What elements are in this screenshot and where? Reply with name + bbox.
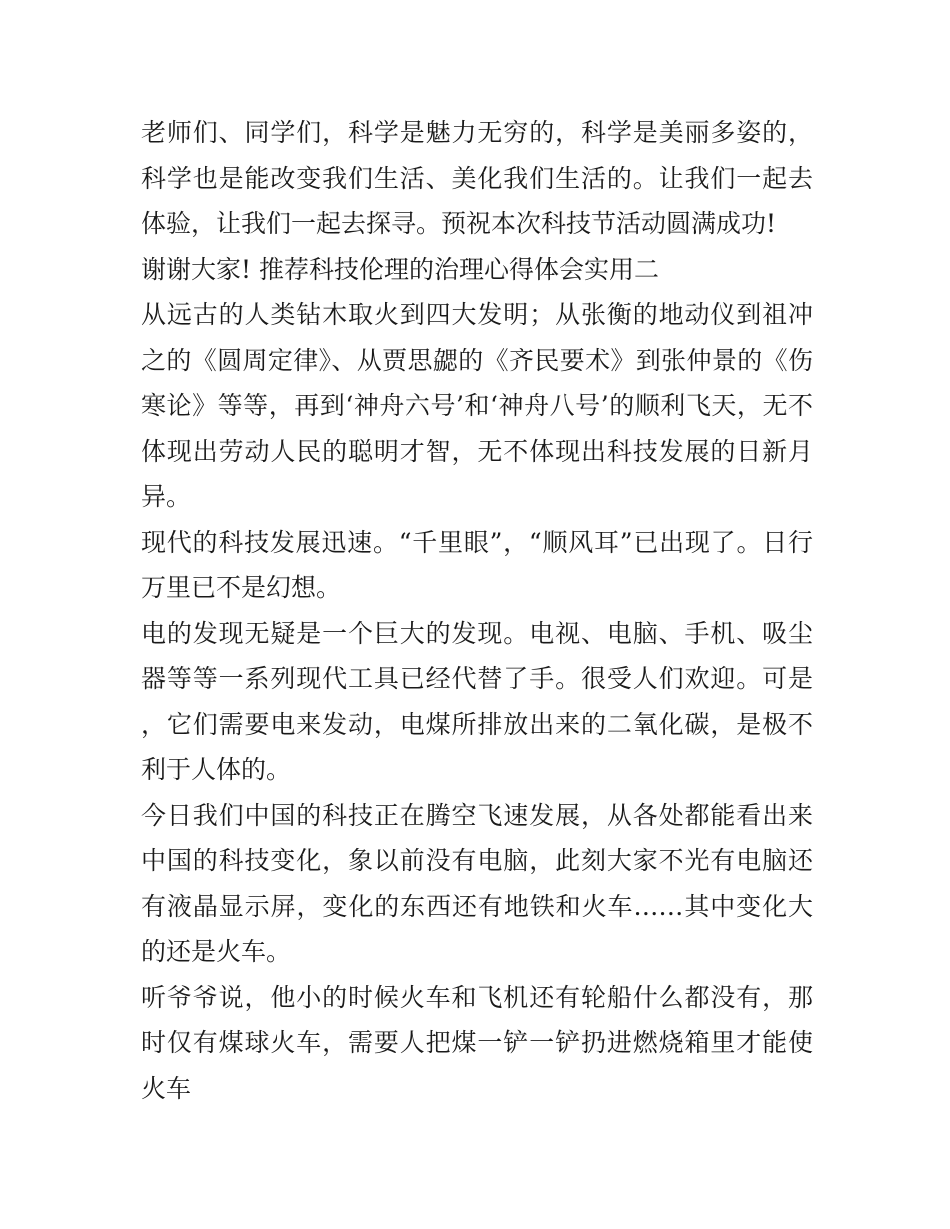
document-body <box>141 110 813 1111</box>
paragraph-closing-remarks: 老师们、同学们，科学是魅力无穷的，科学是美丽多姿的，科学也是能改变我们生活、美化我们生活的。让我们一起去体验，让我们一起去探寻。预祝本次科技节活动圆满成功! <box>141 118 813 238</box>
paragraph-grandpa-story: 听爷爷说，他小的时候火车和飞机还有轮船什么都没有，那时仅有煤球火车，需要人把煤一铲一铲扔进燃烧箱里才能使火车 <box>141 982 813 1103</box>
section-heading: 谢谢大家! 推荐科技伦理的治理心得体会实用二 <box>141 254 659 284</box>
paragraph-electricity: 电的发现无疑是一个巨大的发现。电视、电脑、手机、吸尘器等等一系列现代工具已经代替了手。很受人们欢迎。可是，它们需要电来发动，电煤所排放出来的二氧化碳，是极不利于人体的。 <box>141 618 813 784</box>
paragraph-history: 从远古的人类钻木取火到四大发明；从张衡的地动仪到祖冲之的《圆周定律》、从贾思勰的《齐民要术》到张仲景的《伤寒论》等等，再到‘神舟六号’和‘神舟八号’的顺利飞天，无不体现出劳动人民的聪明才智，无不体现出科技发展的日新月异。 <box>141 300 813 511</box>
paragraph-modern-tech: 现代的科技发展迅速。“千里眼”，“顺风耳”已出现了。日行万里已不是幻想。 <box>141 527 813 602</box>
paragraph-china-tech: 今日我们中国的科技正在腾空飞速发展，从各处都能看出来中国的科技变化，象以前没有电脑，此刻大家不光有电脑还有液晶显示屏，变化的东西还有地铁和火车……其中变化大的还是火车。 <box>141 800 813 966</box>
